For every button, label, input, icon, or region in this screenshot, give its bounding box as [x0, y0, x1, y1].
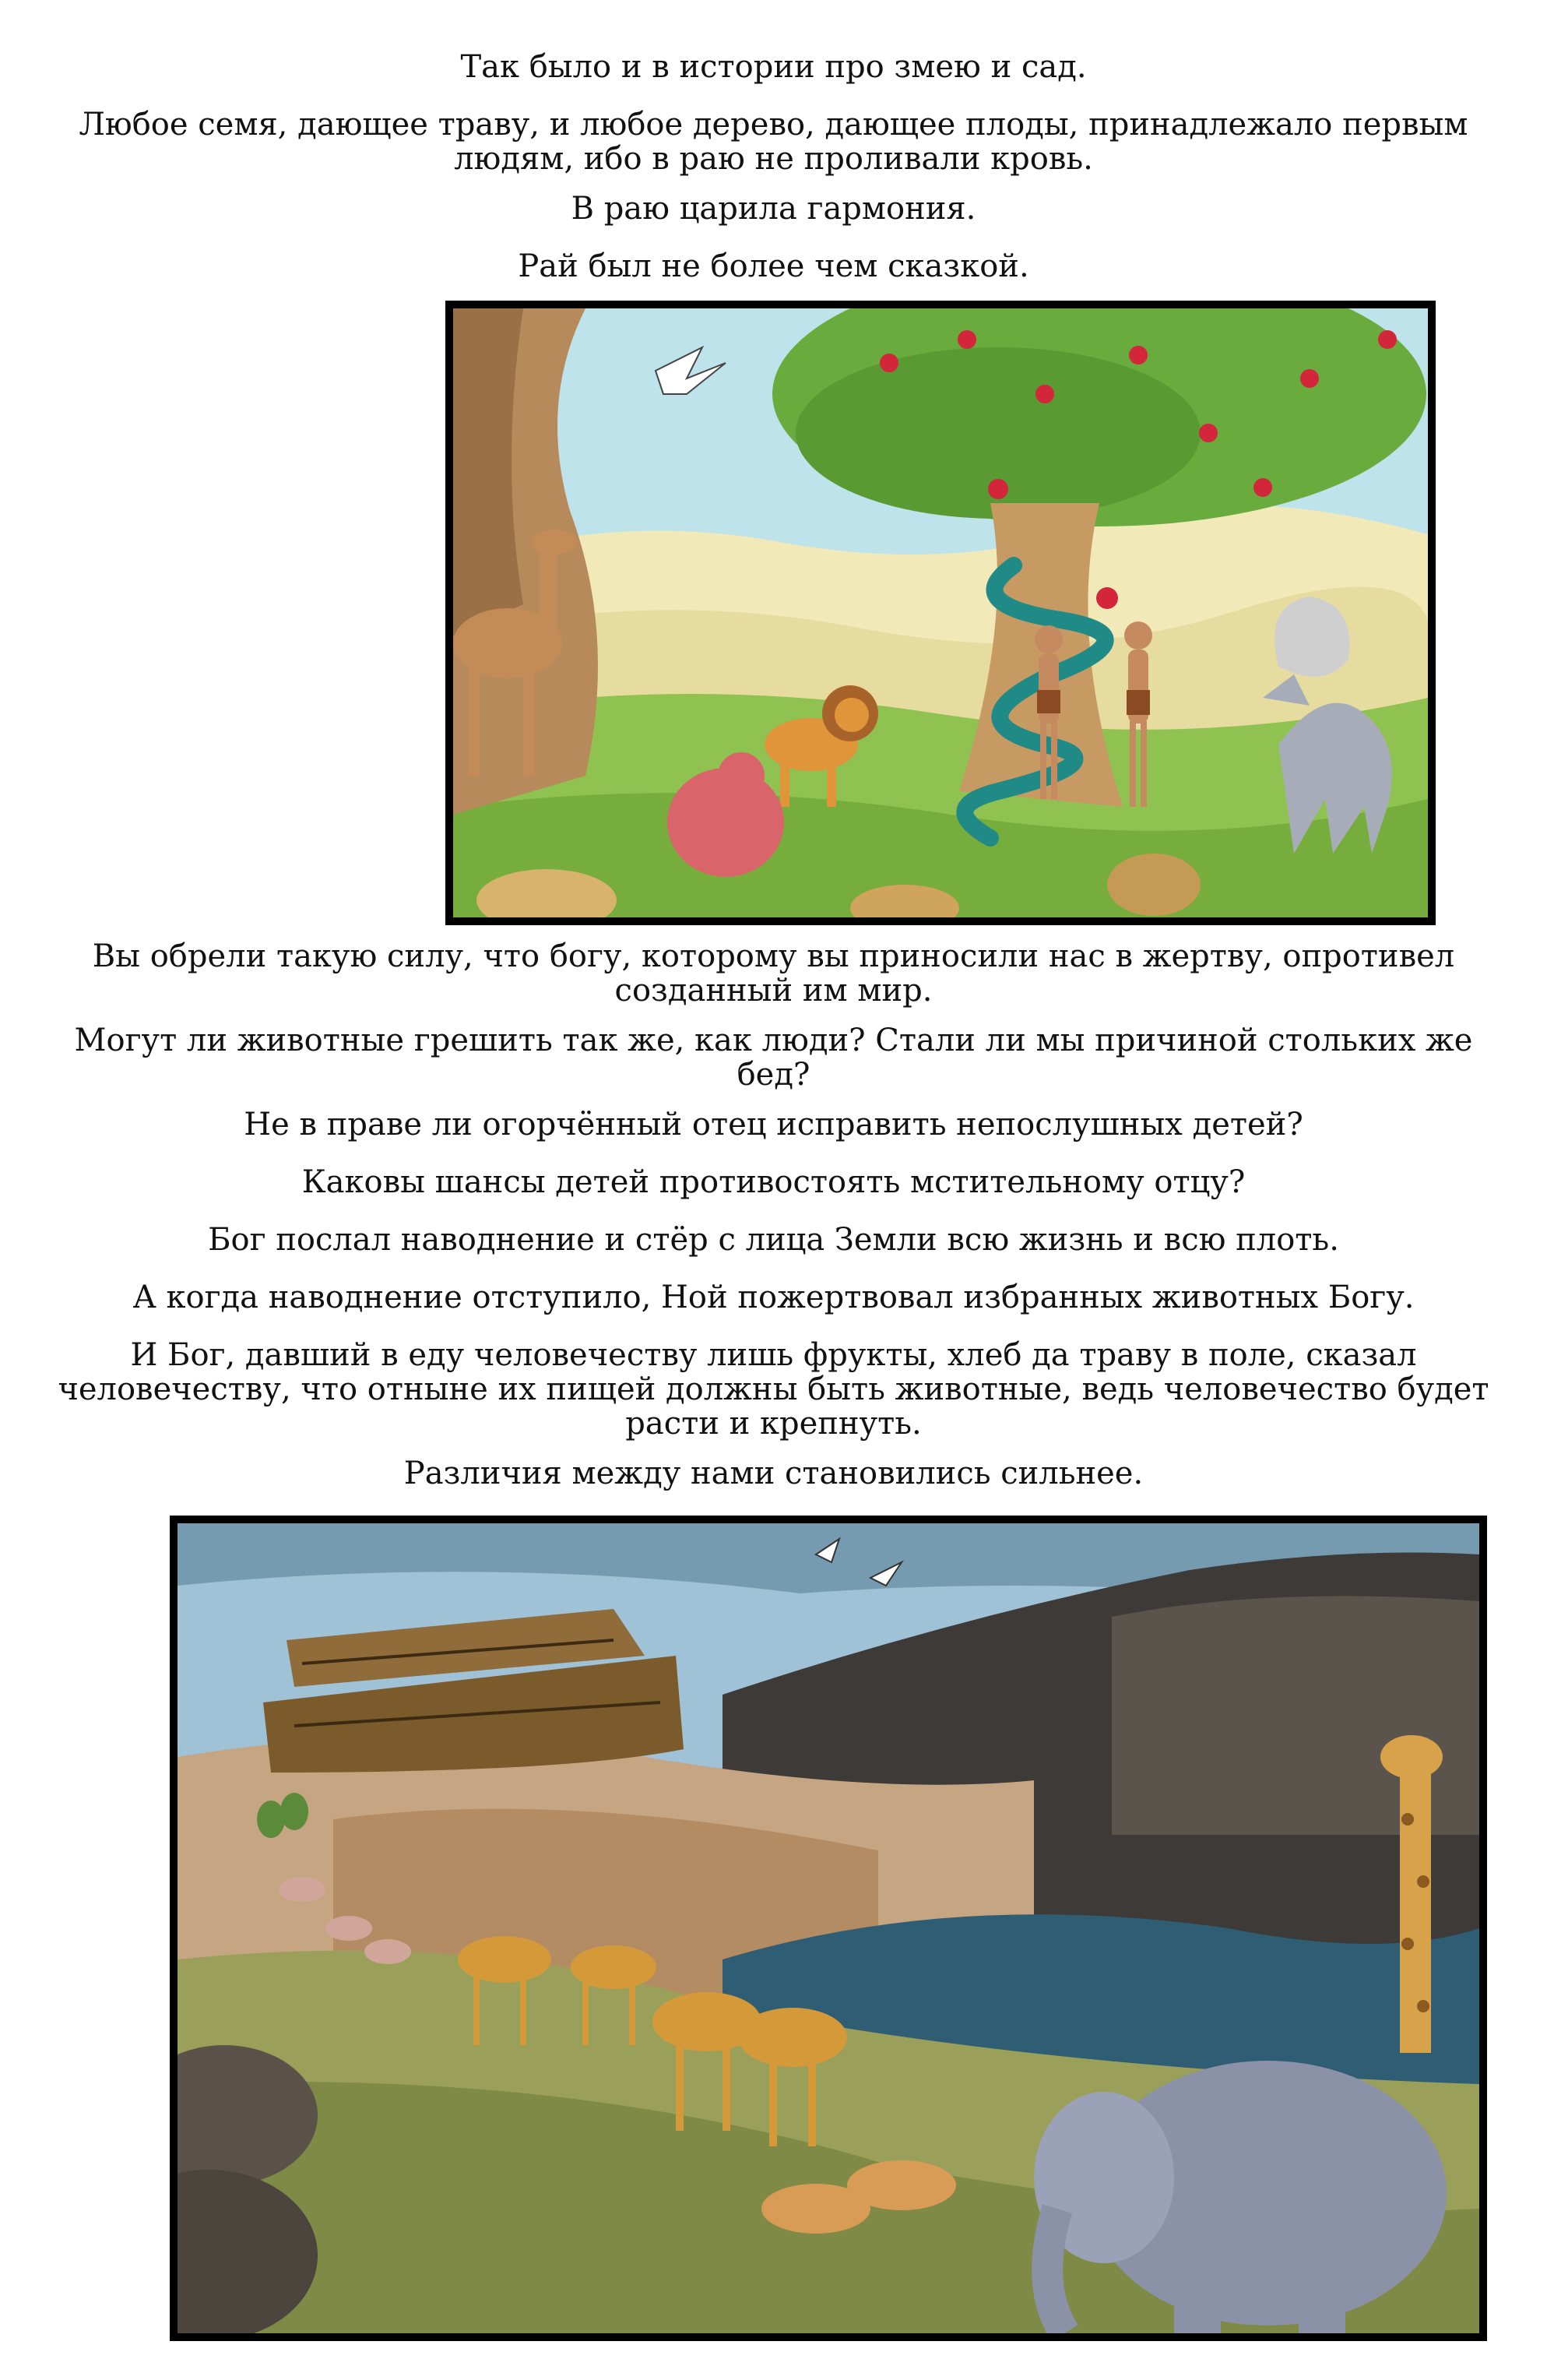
narration-line: Любое семя, дающее траву, и любое дерево, дающее плоды, принадлежало первым людям, ибо в раю не проливали кровь.	[79, 107, 1468, 177]
narration-line: Различия между нами становились сильнее.	[403, 1456, 1144, 1491]
narration-middle	[47, 939, 1500, 1572]
narration-line: Могут ли животные грешить так же, как люди? Стали ли мы причиной стольких же бед?	[74, 1023, 1473, 1093]
apple	[1300, 369, 1319, 388]
narration-line: Бог послал наводнение и стёр с лица Земли всю жизнь и всю плоть.	[208, 1222, 1339, 1258]
narration-top	[47, 50, 1500, 307]
apple	[1035, 385, 1054, 403]
narration-line: Каковы шансы детей противостоять мстительному отцу?	[301, 1164, 1246, 1200]
narration-line: В раю царила гармония.	[571, 191, 976, 227]
narration-line: Рай был не более чем сказкой.	[518, 248, 1029, 284]
narration-line: Вы обрели такую силу, что богу, которому вы приносили нас в жертву, опротивел созданный им мир.	[92, 938, 1455, 1009]
apple	[1096, 587, 1118, 609]
panel-garden-of-eden	[445, 301, 1436, 925]
narration-line: И Бог, давший в еду человечеству лишь фрукты, хлеб да траву в поле, сказал человечеству, что отныне их пищей должны быть животные, ведь человечество будет расти и крепнуть.	[58, 1337, 1489, 1442]
narration-line: Не в праве ли огорчённый отец исправить непослушных детей?	[244, 1107, 1303, 1142]
ark-illustration	[178, 1523, 1479, 2333]
apple	[1129, 346, 1148, 364]
narration-line: Так было и в истории про змею и сад.	[460, 49, 1087, 85]
apple	[1253, 478, 1272, 497]
panel-noahs-ark	[170, 1516, 1487, 2341]
apple	[1378, 330, 1397, 349]
apple	[958, 330, 976, 349]
narration-line: А когда наводнение отступило, Ной пожертвовал избранных животных Богу.	[132, 1280, 1415, 1315]
apple	[988, 479, 1008, 499]
apple	[880, 354, 898, 372]
apple	[1199, 424, 1218, 442]
eden-illustration	[453, 308, 1428, 917]
